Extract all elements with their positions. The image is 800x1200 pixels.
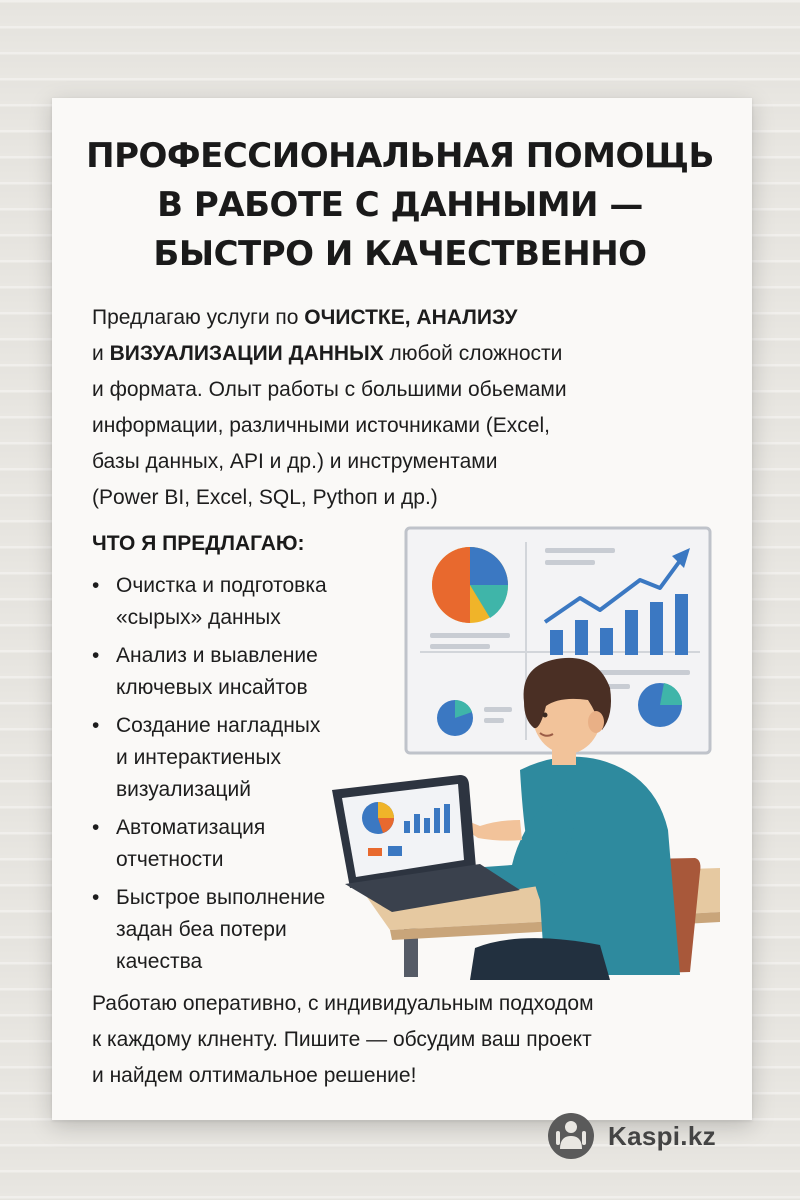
kaspi-watermark bbox=[546, 1110, 716, 1162]
list-item bbox=[92, 710, 382, 806]
list-item-text: и интерактиеных bbox=[116, 746, 281, 769]
kaspi-brand-text: Kaspi.kz bbox=[608, 1120, 716, 1151]
bullet: • bbox=[92, 816, 100, 839]
list-item bbox=[92, 882, 382, 978]
list-item bbox=[92, 640, 382, 704]
list-item-text: качества bbox=[116, 950, 203, 973]
list-item-text: Создание нагладных bbox=[116, 714, 321, 737]
list-item-text: Быстрое выполнение bbox=[116, 886, 326, 909]
flyer-title bbox=[0, 132, 800, 279]
intro-line: информации, различными источниками (Excel, bbox=[92, 414, 550, 437]
list-item bbox=[92, 570, 382, 634]
closing-line: к каждому клненту. Пишите — обсудим ваш проект bbox=[92, 1028, 592, 1051]
closing-paragraph bbox=[92, 986, 712, 1094]
title-line-3: БЫСТРО И КАЧЕСТВЕННО bbox=[153, 234, 647, 274]
intro-text: Предлагаю услуги по bbox=[92, 306, 305, 329]
intro-emphasis: ОЧИСТКЕ, АНАЛИЗУ bbox=[304, 306, 518, 329]
list-item-text: визуализаций bbox=[116, 778, 252, 801]
intro-text: любой сложности bbox=[383, 342, 563, 365]
title-line-2: В РАБОТЕ С ДАННЫМИ — bbox=[157, 185, 643, 225]
intro-line: базы данных, API и др.) и инструментами bbox=[92, 450, 498, 473]
closing-line: Работаю оперативно, с индивидуальным подходом bbox=[92, 992, 594, 1015]
intro-paragraph bbox=[92, 300, 692, 516]
list-item-text: Анализ и выавление bbox=[116, 644, 318, 667]
intro-line: (Power BI, Excel, SQL, Pythoп и др.) bbox=[92, 486, 438, 509]
intro-line: и формата. Олыт работы с большими обьемами bbox=[92, 378, 567, 401]
list-item-text: задан беа потери bbox=[116, 918, 287, 941]
list-item-text: ключевых инсайтов bbox=[116, 676, 308, 699]
list-item bbox=[92, 812, 382, 876]
bullet: • bbox=[92, 714, 100, 737]
list-item-text: Очистка и подготовка bbox=[116, 574, 327, 597]
title-line-1: ПРОФЕССИОНАЛЬНАЯ ПОМОЩЬ bbox=[86, 136, 714, 176]
offer-heading: ЧТО Я ПРЕДЛАГАЮ: bbox=[92, 532, 305, 555]
bullet: • bbox=[92, 886, 100, 909]
list-item-text: Автоматизация bbox=[116, 816, 266, 839]
list-item-text: отчетности bbox=[116, 848, 224, 871]
intro-text: и bbox=[92, 342, 110, 365]
closing-line: и найдем олтимальное решение! bbox=[92, 1064, 417, 1087]
kaspi-logo-icon bbox=[546, 1111, 596, 1161]
offer-list bbox=[92, 570, 382, 984]
list-item-text: «сырых» данных bbox=[116, 606, 281, 629]
bullet: • bbox=[92, 644, 100, 667]
intro-emphasis: ВИЗУАЛИЗАЦИИ ДАННЫХ bbox=[109, 342, 384, 365]
bullet: • bbox=[92, 574, 100, 597]
